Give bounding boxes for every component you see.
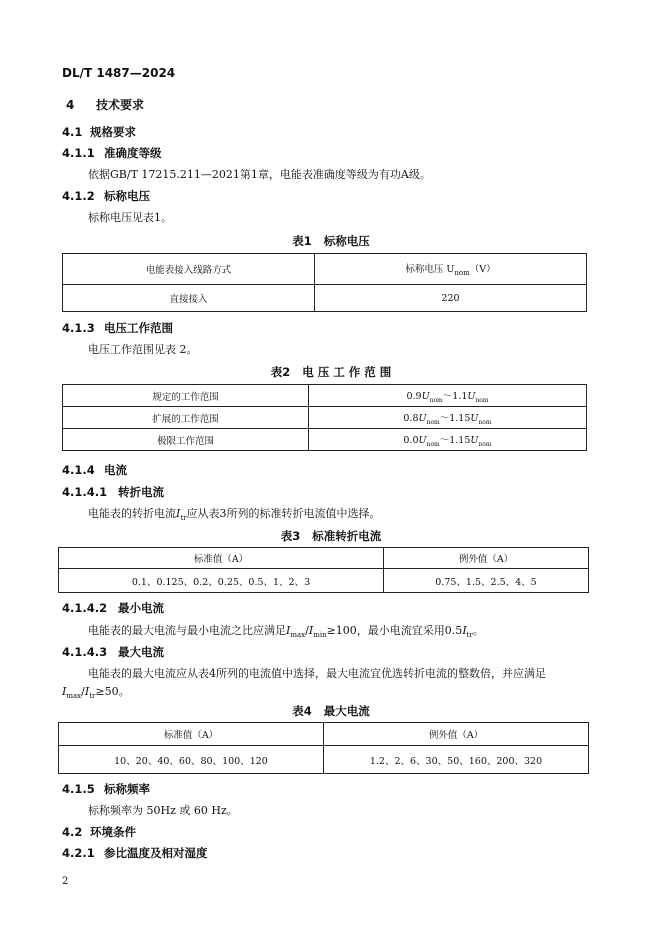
table-header-cell: 标准值（A） xyxy=(59,723,324,746)
section-number: 4.1.2 xyxy=(62,189,95,203)
section-4-2-heading xyxy=(62,824,136,840)
section-number: 4.1.5 xyxy=(62,782,95,796)
table-1-caption xyxy=(0,233,662,249)
section-number: 4.2.1 xyxy=(62,846,95,860)
table-cell: $0.8U_{nom}\sim 1.15U_{nom}$ xyxy=(309,407,587,429)
table-2 xyxy=(62,384,587,451)
section-4-1-5-text: 标称频率为 50Hz 或 60 Hz。 xyxy=(88,804,238,817)
section-4-1-2-text: 标称电压见表1。 xyxy=(88,211,172,224)
table-3 xyxy=(58,547,589,593)
table-number: 表2 xyxy=(270,365,291,379)
table-cell: $0.9U_{nom}\sim 1.1U_{nom}$ xyxy=(309,385,587,407)
table-cell: 220 xyxy=(315,285,587,312)
section-4-1-2-heading xyxy=(62,188,150,204)
section-4-1-4-1-text: 电能表的转折电流$I_{tr}$应从表3所列的标准转折电流值中选择。 xyxy=(88,507,381,523)
table-row xyxy=(63,407,587,429)
section-4-1-heading xyxy=(62,124,136,140)
table-number: 表1 xyxy=(292,234,312,248)
section-number: 4.1.4.3 xyxy=(62,645,108,659)
page-number: 2 xyxy=(62,876,69,887)
table-title: 标准转折电流 xyxy=(312,529,382,543)
table-cell: 0.75、1.5、2.5、4、5 xyxy=(384,569,589,593)
table-4-caption xyxy=(0,703,662,719)
table-cell: 0.1、0.125、0.2、0.25、0.5、1、2、3 xyxy=(59,569,384,593)
section-4-1-4-3-text-line2: $I_{max}/I_{tr}\ge 50$。 xyxy=(62,685,130,701)
section-4-1-3-text: 电压工作范围见表 2。 xyxy=(88,343,198,356)
section-title: 环境条件 xyxy=(90,825,136,839)
table-cell: $0.0U_{nom}\sim 1.15U_{nom}$ xyxy=(309,429,587,451)
section-number: 4.1.3 xyxy=(62,321,95,335)
document-id: DL/T 1487—2024 xyxy=(62,66,176,80)
section-4-1-4-1-heading xyxy=(62,484,164,500)
table-cell: 扩展的工作范围 xyxy=(63,407,309,429)
section-title: 电压工作范围 xyxy=(104,321,173,335)
table-cell: 极限工作范围 xyxy=(63,429,309,451)
table-3-caption xyxy=(0,528,662,544)
section-4-2-1-heading xyxy=(62,845,208,861)
section-4-1-4-2-heading xyxy=(62,600,164,616)
section-4-1-3-heading xyxy=(62,320,173,336)
section-number: 4.2 xyxy=(62,825,83,839)
section-title: 标称频率 xyxy=(104,782,150,796)
section-title: 规格要求 xyxy=(90,125,136,139)
table-row xyxy=(63,429,587,451)
section-4-1-4-heading xyxy=(62,462,127,478)
section-title: 最小电流 xyxy=(118,601,164,615)
table-header-cell: 例外值（A） xyxy=(324,723,589,746)
section-4-heading xyxy=(66,96,144,113)
table-title: 最大电流 xyxy=(323,704,370,718)
table-number: 表3 xyxy=(280,529,301,543)
section-number: 4.1.4.2 xyxy=(62,601,108,615)
table-cell: 直接接入 xyxy=(63,285,315,312)
section-4-1-4-2-text: 电能表的最大电流与最小电流之比应满足$I_{max}/I_{min}\ge 100$，最小电流宜采用$0.5I_{tr}$。 xyxy=(88,624,484,640)
table-row xyxy=(59,746,589,774)
table-2-caption xyxy=(0,364,662,380)
section-title: 电流 xyxy=(104,463,127,477)
table-row xyxy=(63,254,587,285)
section-number: 4.1.4 xyxy=(62,463,95,477)
table-row xyxy=(59,569,589,593)
table-row xyxy=(59,723,589,746)
table-header-cell: 电能表接入线路方式 xyxy=(63,254,315,285)
table-row xyxy=(63,385,587,407)
table-cell: 10、20、40、60、80、100、120 xyxy=(59,746,324,774)
section-4-1-1-heading xyxy=(62,145,162,161)
section-number: 4.1 xyxy=(62,125,83,139)
table-4 xyxy=(58,722,589,774)
table-title: 电 压 工 作 范 围 xyxy=(302,365,392,379)
section-number: 4.1.4.1 xyxy=(62,485,108,499)
section-title: 转折电流 xyxy=(118,485,164,499)
section-title: 准确度等级 xyxy=(104,146,162,160)
section-4-1-4-3-heading xyxy=(62,644,164,660)
table-cell: 1.2、2、6、30、50、160、200、320 xyxy=(324,746,589,774)
section-title: 技术要求 xyxy=(96,98,145,112)
section-4-1-4-3-text-line1: 电能表的最大电流应从表4所列的电流值中选择，最大电流宜优选转折电流的整数倍，并应满足 xyxy=(88,667,546,680)
section-4-1-1-text: 依据GB/T 17215.211—2021第1章，电能表准确度等级为有功A级。 xyxy=(88,168,431,181)
table-header-cell: 标称电压 $U_{nom}(V)$ xyxy=(315,254,587,285)
table-header-cell: 例外值（A） xyxy=(384,548,589,569)
table-cell: 规定的工作范围 xyxy=(63,385,309,407)
table-row xyxy=(59,548,589,569)
section-number: 4 xyxy=(66,98,75,112)
section-title: 标称电压 xyxy=(104,189,150,203)
table-row xyxy=(63,285,587,312)
section-title: 最大电流 xyxy=(118,645,164,659)
table-number: 表4 xyxy=(292,704,312,718)
table-header-cell: 标准值（A） xyxy=(59,548,384,569)
table-1 xyxy=(62,253,587,312)
table-title: 标称电压 xyxy=(323,234,370,248)
section-title: 参比温度及相对湿度 xyxy=(104,846,208,860)
section-number: 4.1.1 xyxy=(62,146,95,160)
section-4-1-5-heading xyxy=(62,781,150,797)
